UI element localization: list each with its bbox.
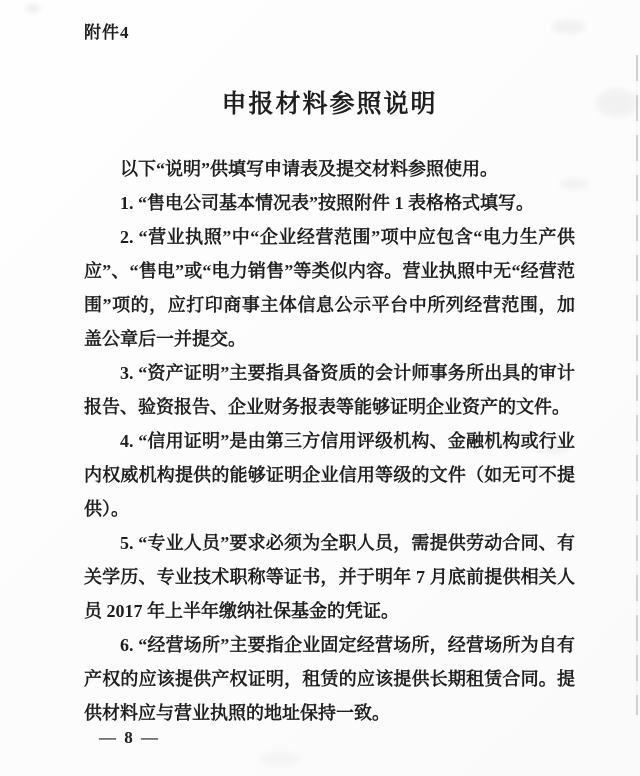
scan-smudge [260,752,300,766]
item-paragraph-3: 3. “资产证明”主要指具备资质的会计师事务所出具的审计报告、验资报告、企业财务报表等能够证明企业资产的文件。 [84,363,575,417]
item-paragraph-2: 2. “营业执照”中“企业经营范围”项中应包含“电力生产供应”、“售电”或“电力销售”等类似内容。营业执照中无“经营范围”项的，应打印商事主体信息公示平台中所列经营范围，加盖公章后一并提交。 [84,227,575,349]
attachment-label: 附件4 [84,23,130,42]
scan-smudge [26,5,40,12]
document-title: 申报材料参照说明 [221,91,438,118]
scan-edge-line [636,55,638,715]
item-paragraph-5: 5. “专业人员”要求必须为全职人员，需提供劳动合同、有关学历、专业技术职称等证书，并于明年 7 月底前提供相关人员 2017 年上半年缴纳社保基金的凭证。 [84,533,575,621]
scan-smudge [552,20,586,34]
document-body [84,152,575,730]
scan-smudge [596,88,638,118]
item-paragraph-1: 1. “售电公司基本情况表”按照附件 1 表格格式填写。 [120,193,534,213]
page-number: — 8 — [99,728,160,747]
intro-paragraph: 以下“说明”供填写申请表及提交材料参照使用。 [120,159,498,179]
item-paragraph-4: 4. “信用证明”是由第三方信用评级机构、金融机构或行业内权威机构提供的能够证明企业信用等级的文件（如无可不提供）。 [84,431,575,519]
item-paragraph-6: 6. “经营场所”主要指企业固定经营场所，经营场所为自有产权的应该提供产权证明，租赁的应该提供长期租赁合同。提供材料应与营业执照的地址保持一致。 [84,635,575,723]
